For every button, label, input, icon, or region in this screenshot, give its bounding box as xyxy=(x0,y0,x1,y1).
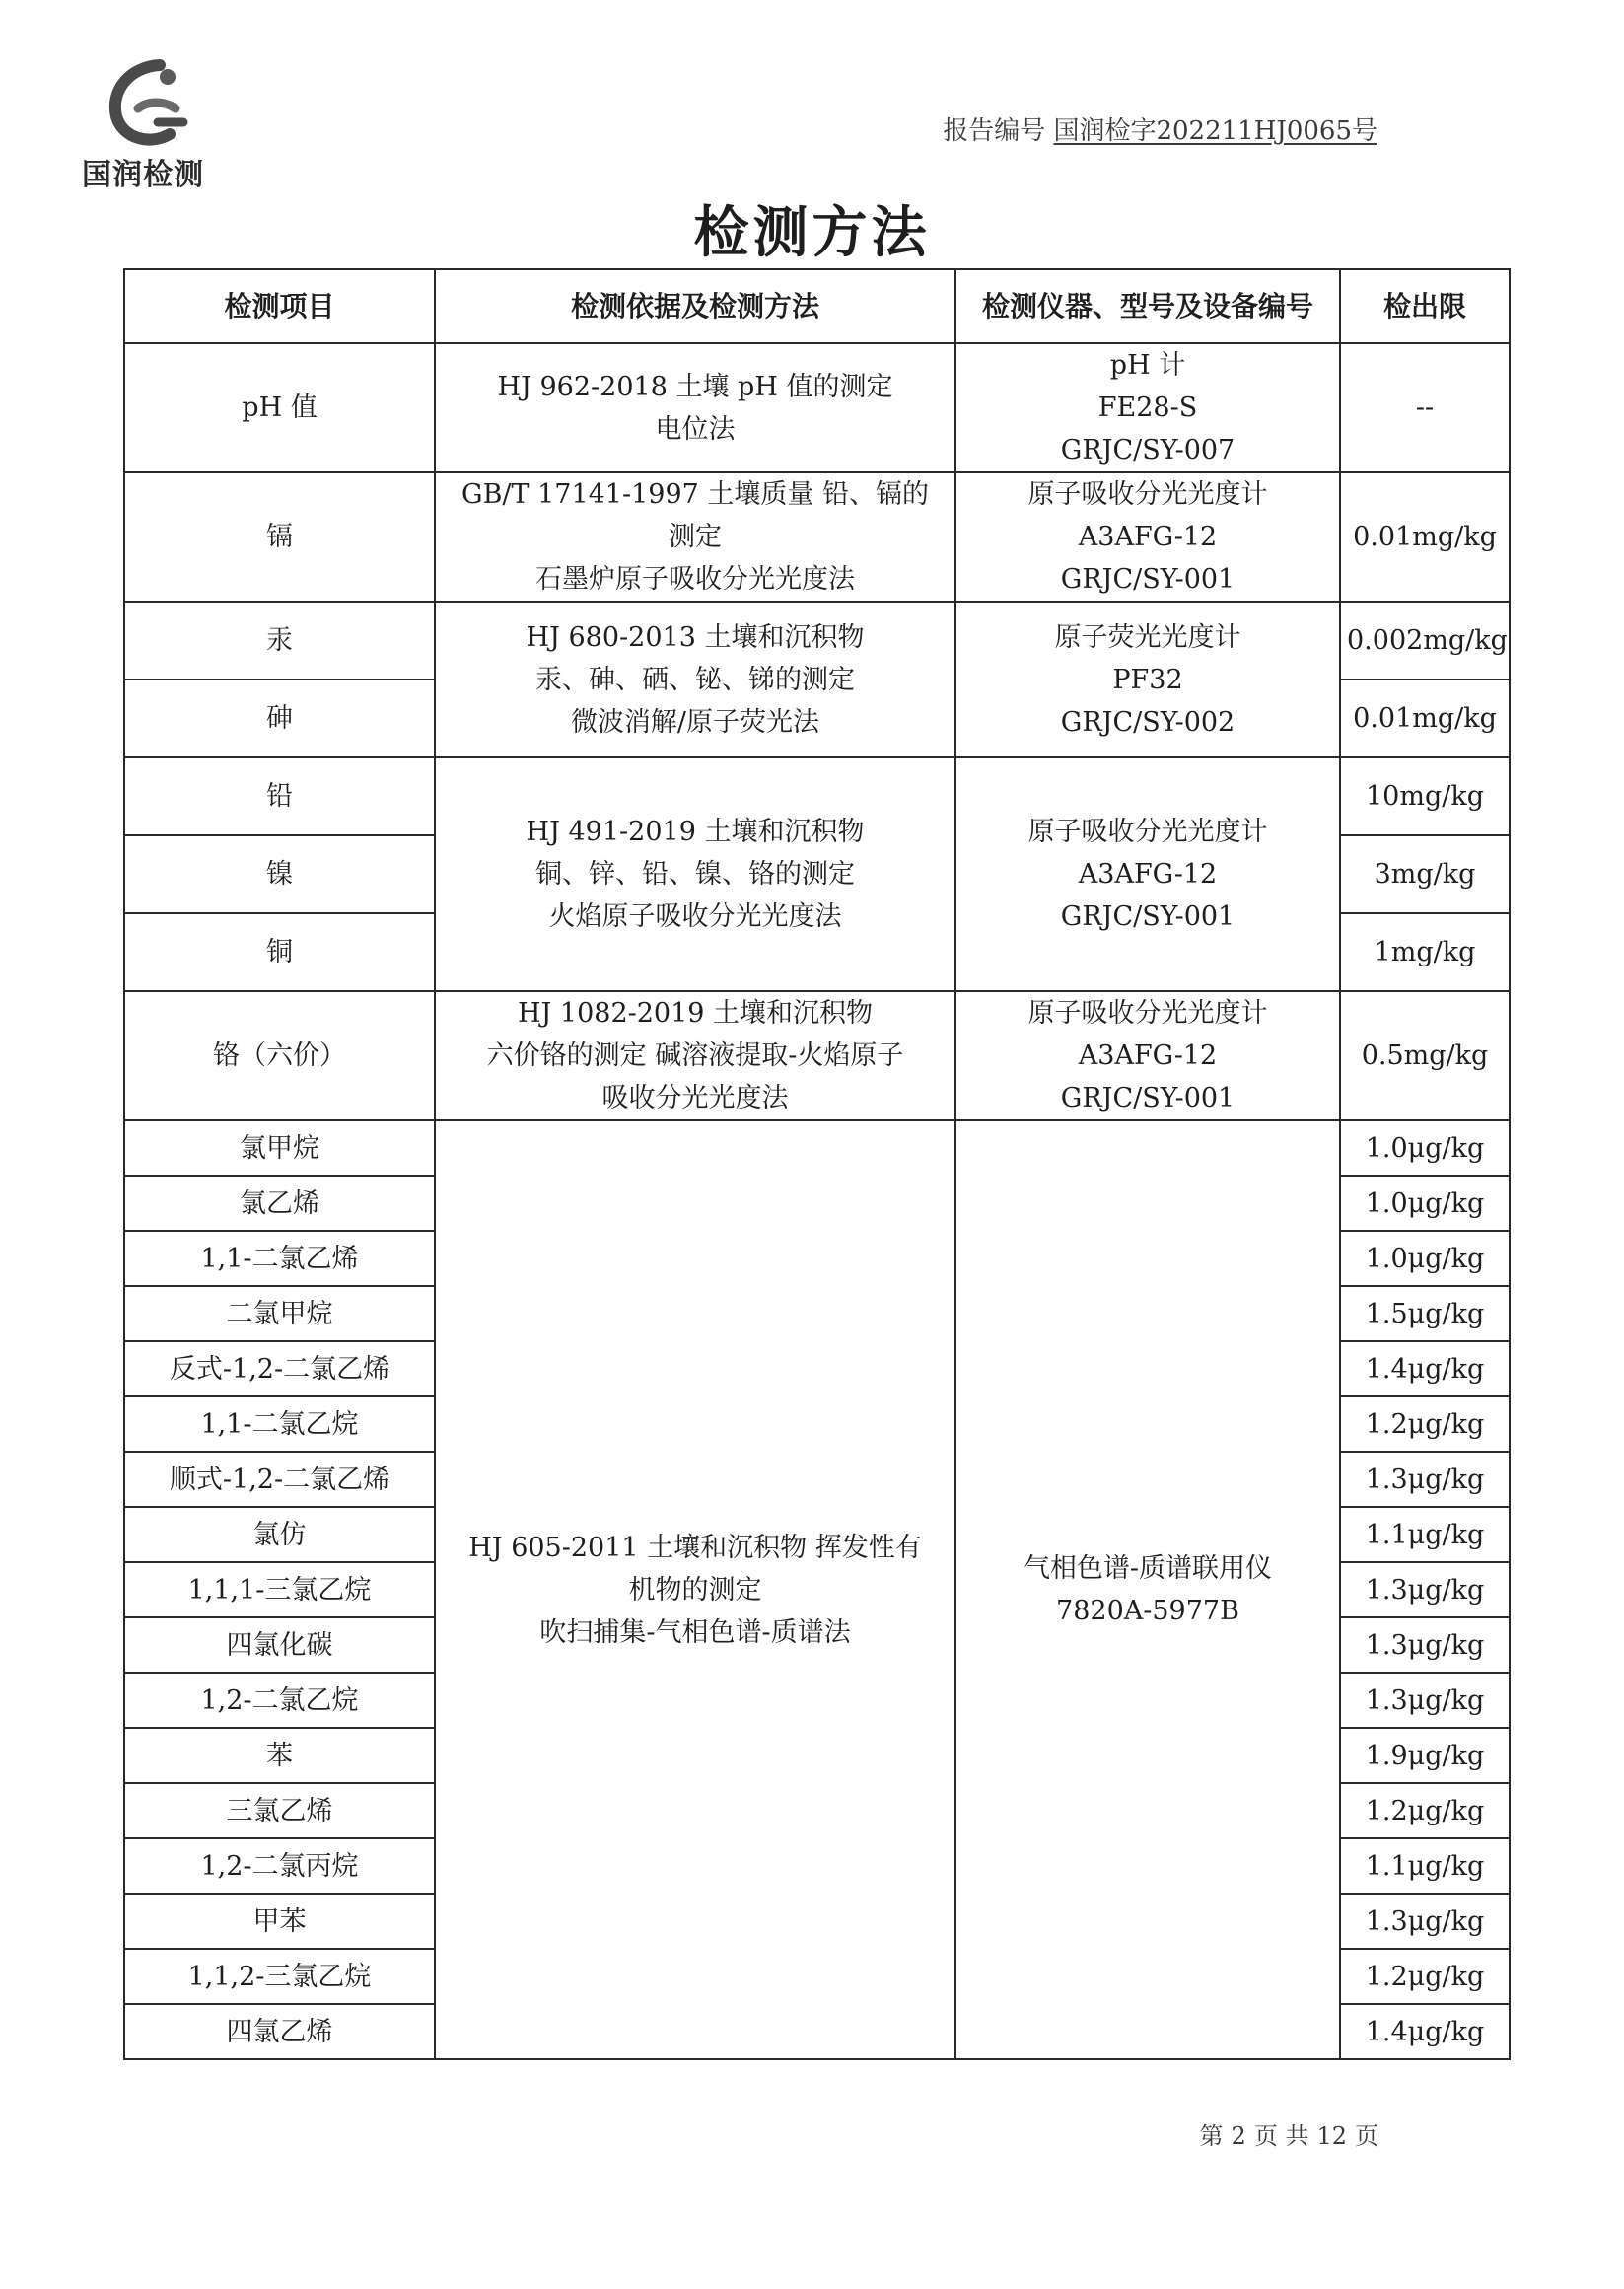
methods-table-body xyxy=(124,343,1510,2059)
item-name-cell: 反式-1,2-二氯乙烯 xyxy=(124,1341,435,1396)
detection-limit-cell: 1.3μg/kg xyxy=(1340,1452,1510,1507)
instrument-text: 原子吸收分光光度计 A3AFG-12 GRJC/SY-001 xyxy=(1027,479,1268,595)
item-name-cell: pH 值 xyxy=(124,343,435,472)
logo-text: 国润检测 xyxy=(82,158,204,192)
methods-table xyxy=(123,268,1511,2060)
table-row xyxy=(124,757,1510,835)
detection-limit-cell: 1.2μg/kg xyxy=(1340,1783,1510,1838)
detection-limit-cell: 10mg/kg xyxy=(1340,757,1510,835)
detection-limit-cell: 1.0μg/kg xyxy=(1340,1120,1510,1176)
detection-limit-cell: 1.1μg/kg xyxy=(1340,1838,1510,1894)
page-current: 2 xyxy=(1231,2122,1246,2150)
item-name-cell: 二氯甲烷 xyxy=(124,1286,435,1341)
item-name-cell: 氯仿 xyxy=(124,1507,435,1562)
item-name-cell: 镍 xyxy=(124,835,435,913)
table-row xyxy=(124,343,1510,472)
detection-limit-cell: 1mg/kg xyxy=(1340,913,1510,991)
item-name-cell: 氯乙烯 xyxy=(124,1176,435,1231)
detection-limit-cell: 0.002mg/kg xyxy=(1340,602,1510,680)
detection-limit-cell: 0.01mg/kg xyxy=(1340,472,1510,602)
detection-limit-cell: 1.1μg/kg xyxy=(1340,1507,1510,1562)
instrument-text: 气相色谱-质谱联用仪 7820A-5977B xyxy=(1023,1553,1273,1626)
column-header: 检测仪器、型号及设备编号 xyxy=(955,269,1340,343)
item-name-cell: 1,1,2-三氯乙烷 xyxy=(124,1949,435,2004)
company-logo xyxy=(77,57,225,195)
item-name-cell: 1,1,1-三氯乙烷 xyxy=(124,1562,435,1617)
item-name-cell: 砷 xyxy=(124,680,435,757)
detection-limit-cell: 1.3μg/kg xyxy=(1340,1562,1510,1617)
item-name-cell: 四氯乙烯 xyxy=(124,2004,435,2059)
item-name-cell: 1,2-二氯丙烷 xyxy=(124,1838,435,1894)
column-header: 检测项目 xyxy=(124,269,435,343)
detection-limit-cell: 1.4μg/kg xyxy=(1340,1341,1510,1396)
method-text: HJ 491-2019 土壤和沉积物 铜、锌、铅、镍、铬的测定 火焰原子吸收分光光度法 xyxy=(526,817,865,932)
item-name-cell: 氯甲烷 xyxy=(124,1120,435,1176)
detection-limit-cell: 3mg/kg xyxy=(1340,835,1510,913)
page-number xyxy=(1196,2116,1382,2151)
detection-limit-cell: 0.5mg/kg xyxy=(1340,991,1510,1120)
table-row xyxy=(124,1120,1510,1176)
item-name-cell: 1,2-二氯乙烷 xyxy=(124,1673,435,1728)
method-text: HJ 605-2011 土壤和沉积物 挥发性有 机物的测定 吹扫捕集-气相色谱-质谱法 xyxy=(468,1532,922,1648)
item-name-cell: 铅 xyxy=(124,757,435,835)
detection-limit-cell: 1.0μg/kg xyxy=(1340,1231,1510,1286)
item-name-cell: 镉 xyxy=(124,472,435,602)
item-name-cell: 苯 xyxy=(124,1728,435,1783)
detection-limit-cell: 1.2μg/kg xyxy=(1340,1396,1510,1452)
item-name-cell: 三氯乙烯 xyxy=(124,1783,435,1838)
method-cell xyxy=(435,343,955,472)
detection-limit-cell: 0.01mg/kg xyxy=(1340,680,1510,757)
instrument-cell xyxy=(955,1120,1340,2059)
instrument-text: 原子吸收分光光度计 A3AFG-12 GRJC/SY-001 xyxy=(1027,998,1268,1113)
detection-limit-cell: -- xyxy=(1340,343,1510,472)
page-prefix: 第 xyxy=(1199,2122,1224,2150)
method-cell xyxy=(435,472,955,602)
report-number-label: 报告编号 xyxy=(943,116,1046,146)
instrument-cell xyxy=(955,757,1340,991)
page-mid: 页 共 xyxy=(1253,2122,1309,2150)
table-header-row xyxy=(124,269,1510,343)
item-name-cell: 铜 xyxy=(124,913,435,991)
column-header: 检测依据及检测方法 xyxy=(435,269,955,343)
item-name-cell: 汞 xyxy=(124,602,435,680)
method-text: GB/T 17141-1997 土壤质量 铅、镉的 测定 石墨炉原子吸收分光光度法 xyxy=(461,479,929,595)
table-row xyxy=(124,472,1510,602)
detection-limit-cell: 1.0μg/kg xyxy=(1340,1176,1510,1231)
detection-limit-cell: 1.3μg/kg xyxy=(1340,1894,1510,1949)
instrument-text: 原子吸收分光光度计 A3AFG-12 GRJC/SY-001 xyxy=(1027,817,1268,932)
detection-limit-cell: 1.4μg/kg xyxy=(1340,2004,1510,2059)
detection-limit-cell: 1.3μg/kg xyxy=(1340,1617,1510,1673)
instrument-text: 原子荧光光度计 PF32 GRJC/SY-002 xyxy=(1054,621,1241,738)
column-header: 检出限 xyxy=(1340,269,1510,343)
instrument-cell xyxy=(955,343,1340,472)
report-number-value: 国润检字202211HJ0065号 xyxy=(1053,116,1377,146)
item-name-cell: 铬（六价） xyxy=(124,991,435,1120)
instrument-cell xyxy=(955,991,1340,1120)
item-name-cell: 四氯化碳 xyxy=(124,1617,435,1673)
logo-mark-icon xyxy=(99,57,207,151)
instrument-text: pH 计 FE28-S GRJC/SY-007 xyxy=(1060,350,1236,465)
method-cell xyxy=(435,991,955,1120)
page-total: 12 xyxy=(1316,2122,1347,2150)
table-row xyxy=(124,602,1510,680)
method-text: HJ 1082-2019 土壤和沉积物 六价铬的测定 碱溶液提取-火焰原子 吸收分光光度法 xyxy=(486,998,904,1113)
report-number xyxy=(943,110,1377,147)
method-cell xyxy=(435,602,955,757)
detection-limit-cell: 1.9μg/kg xyxy=(1340,1728,1510,1783)
method-cell xyxy=(435,1120,955,2059)
item-name-cell: 1,1-二氯乙烯 xyxy=(124,1231,435,1286)
page-title: 检测方法 xyxy=(693,201,931,265)
method-text: HJ 962-2018 土壤 pH 值的测定 电位法 xyxy=(497,371,893,445)
page-suffix: 页 xyxy=(1355,2122,1378,2150)
detection-limit-cell: 1.3μg/kg xyxy=(1340,1673,1510,1728)
item-name-cell: 顺式-1,2-二氯乙烯 xyxy=(124,1452,435,1507)
detection-limit-cell: 1.2μg/kg xyxy=(1340,1949,1510,2004)
instrument-cell xyxy=(955,472,1340,602)
instrument-cell xyxy=(955,602,1340,757)
table-row xyxy=(124,991,1510,1120)
item-name-cell: 1,1-二氯乙烷 xyxy=(124,1396,435,1452)
method-cell xyxy=(435,757,955,991)
method-text: HJ 680-2013 土壤和沉积物 汞、砷、硒、铋、锑的测定 微波消解/原子荧光法 xyxy=(526,621,865,738)
detection-limit-cell: 1.5μg/kg xyxy=(1340,1286,1510,1341)
item-name-cell: 甲苯 xyxy=(124,1894,435,1949)
